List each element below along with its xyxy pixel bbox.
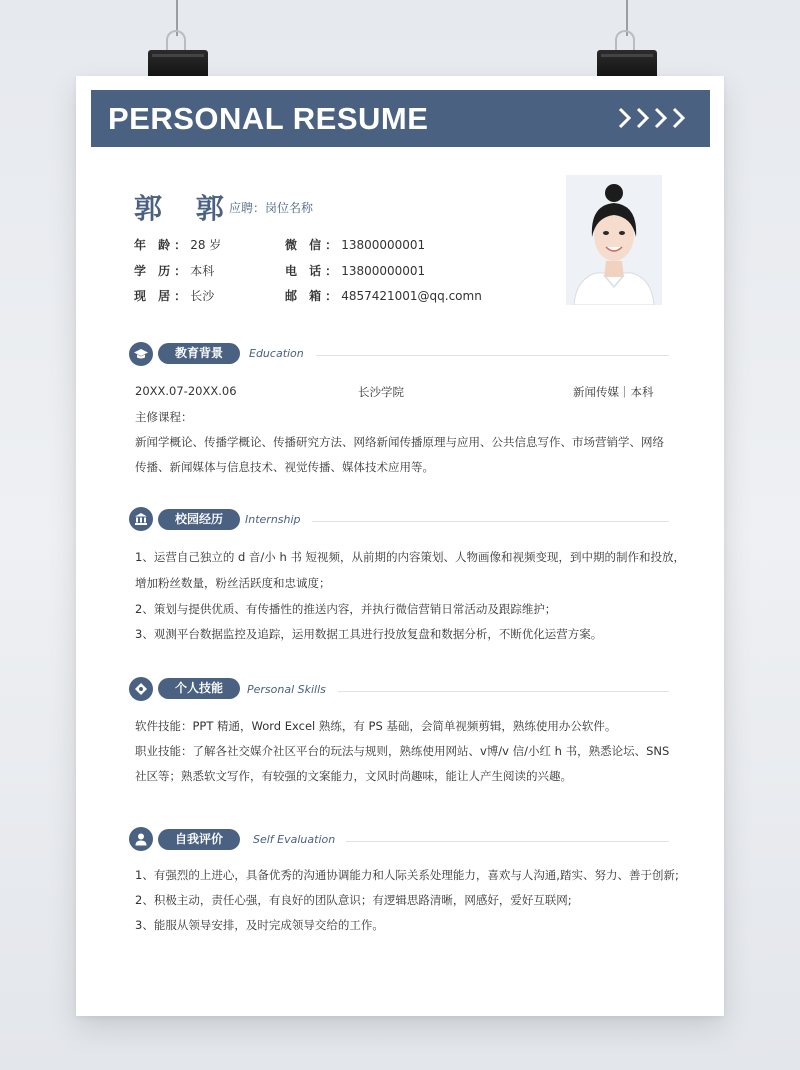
- section-divider: [316, 355, 669, 356]
- education-row: [134, 262, 214, 279]
- education-section-subtitle: Education: [249, 347, 304, 360]
- email-value: 4857421001@qq.comn: [341, 289, 482, 303]
- skills-section-subtitle: Personal Skills: [247, 683, 326, 696]
- section-divider: [338, 691, 669, 692]
- evaluation-line: 1、有强烈的上进心，具备优秀的沟通协调能力和人际关系处理能力，喜欢与人沟通,踏实、努力、善于创新;: [135, 868, 679, 882]
- title-banner: [91, 90, 710, 147]
- internship-line: 1、运营自己独立的 d 音/小 h 书 短视频，从前期的内容策划、人物画像和视频变现，到中期的制作和投放，: [135, 550, 686, 564]
- phone-label: 电 话：: [285, 264, 342, 278]
- courses-line: 新闻学概论、传播学概论、传播研究方法、网络新闻传播原理与应用、公共信息写作、市场营销学、网络: [135, 435, 664, 449]
- section-divider: [346, 841, 669, 842]
- education-value: 本科: [190, 264, 215, 278]
- internship-line: 3、观测平台数据监控及追踪，运用数据工具进行投放复盘和数据分析，不断优化运营方案。: [135, 627, 603, 641]
- education-period: 20XX.07-20XX.06: [135, 384, 237, 398]
- age-row: [134, 236, 221, 253]
- institution-icon: [129, 507, 153, 531]
- internship-section-subtitle: Internship: [245, 513, 301, 526]
- internship-line: 增加粉丝数量，粉丝活跃度和忠诚度；: [135, 576, 331, 590]
- chevron-right-icon: [636, 107, 650, 129]
- graduation-cap-icon: [129, 342, 153, 366]
- residence-value: 长沙: [190, 289, 215, 303]
- education-major: 新闻传媒｜本科: [573, 385, 654, 399]
- skills-line: 软件技能：PPT 精通，Word Excel 熟练，有 PS 基础，会简单视频剪辑，熟练使用办公软件。: [135, 719, 617, 733]
- education-school: 长沙学院: [358, 385, 404, 399]
- courses-label: 主修课程：: [135, 410, 193, 424]
- chevron-right-icon: [654, 107, 668, 129]
- evaluation-section-subtitle: Self Evaluation: [253, 833, 336, 846]
- email-row: [285, 287, 482, 304]
- evaluation-line: 2、积极主动，责任心强，有良好的团队意识；有逻辑思路清晰，网感好，爱好互联网;: [135, 893, 572, 907]
- skills-line: 职业技能：了解各社交媒介社区平台的玩法与规则，熟练使用网站、v博/v 信/小红 h 书，熟悉论坛、SNS: [135, 744, 670, 758]
- skills-line: 社区等；熟悉软文写作，有较强的文案能力，文风时尚趣味，能让人产生阅读的兴趣。: [135, 769, 572, 783]
- candidate-name: 郭 郭: [134, 192, 236, 225]
- education-section-title: 教育背景: [158, 343, 240, 364]
- residence-row: [134, 287, 214, 304]
- wechat-value: 13800000001: [341, 238, 426, 252]
- evaluation-line: 3、能服从领导安排，及时完成领导交给的工作。: [135, 918, 384, 932]
- profile-photo: [566, 175, 662, 305]
- phone-value: 13800000001: [341, 264, 426, 278]
- residence-label: 现 居：: [134, 289, 191, 303]
- skills-section-title: 个人技能: [158, 678, 240, 699]
- chevron-right-icon: [672, 107, 686, 129]
- age-label: 年 龄：: [134, 238, 191, 252]
- phone-row: [285, 262, 425, 279]
- chevron-right-icon: [618, 107, 632, 129]
- internship-line: 2、策划与提供优质、有传播性的推送内容，并执行微信营销日常活动及跟踪维护；: [135, 602, 557, 616]
- age-value: 28 岁: [190, 238, 222, 252]
- section-divider: [312, 521, 669, 522]
- internship-section-title: 校园经历: [158, 509, 240, 530]
- education-label: 学 历：: [134, 264, 191, 278]
- wechat-label: 微 信：: [285, 238, 342, 252]
- resume-paper: [76, 76, 724, 1016]
- skills-diamond-icon: [129, 677, 153, 701]
- banner-title: PERSONAL RESUME: [108, 101, 429, 136]
- user-icon: [129, 827, 153, 851]
- applied-position: 应聘：岗位名称: [229, 201, 314, 215]
- evaluation-section-title: 自我评价: [158, 829, 240, 850]
- wechat-row: [285, 236, 425, 253]
- courses-line: 传播、新闻媒体与信息技术、视觉传播、媒体技术应用等。: [135, 460, 434, 474]
- email-label: 邮 箱：: [285, 289, 342, 303]
